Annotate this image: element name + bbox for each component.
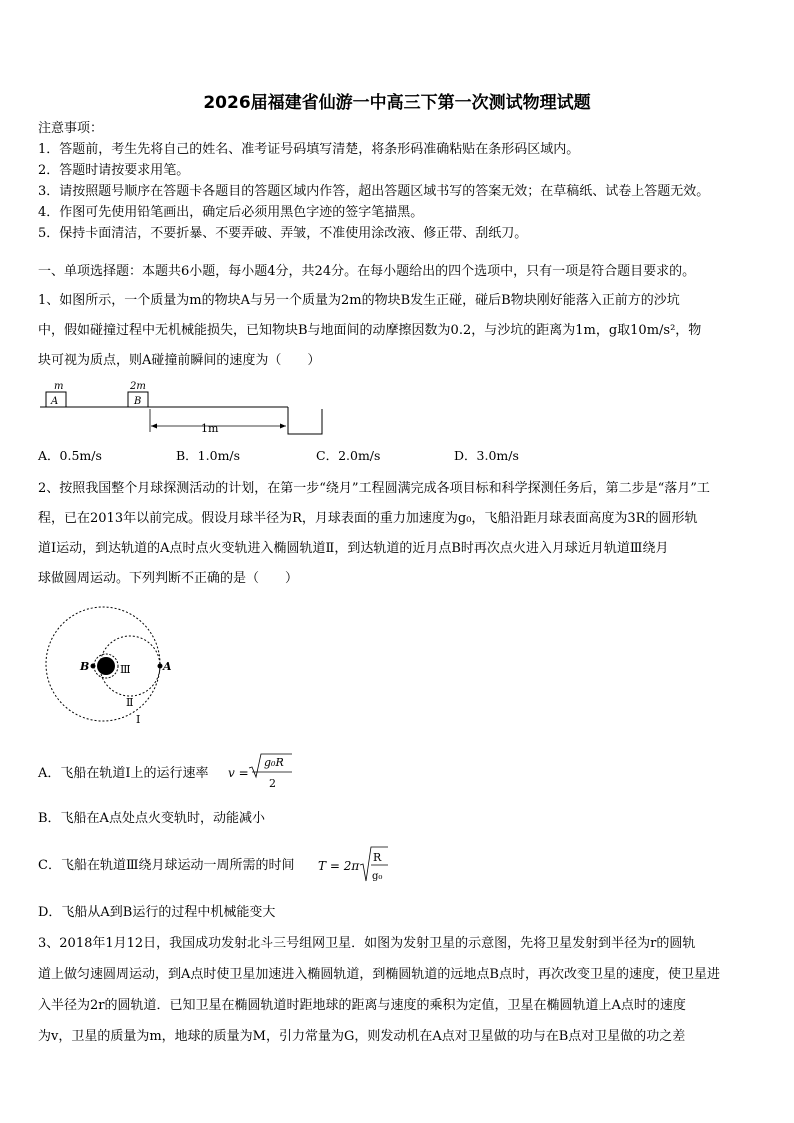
q2-text-line: 程，已在2013年以前完成。假设月球半径为R，月球表面的重力加速度为g₀，飞船沿距月球表面高度为3R的圆形轨 [38, 511, 698, 526]
formula-denominator: g₀ [372, 871, 383, 882]
q2-option-c[interactable] [38, 857, 294, 875]
label-block-a: A [51, 396, 59, 407]
formula-lhs: v = [228, 766, 249, 780]
sand-pit [288, 407, 322, 434]
q1-option-a[interactable]: A．0.5m/s [38, 448, 102, 463]
q1-collision-diagram [38, 378, 338, 440]
formula-numerator: g₀R [264, 756, 284, 769]
notice-item: 4．作图可先使用铅笔画出，确定后必须用黑色字迹的签字笔描黑。 [38, 205, 424, 220]
q2-text-line: 道Ⅰ运动，到达轨道的A点时点火变轨进入椭圆轨道Ⅱ，到达轨道的近月点B时再次点火进入月球近月轨道Ⅲ绕月 [38, 541, 669, 556]
notice-item: 2．答题时请按要求用笔。 [38, 163, 190, 178]
q1-option-b[interactable]: B．1.0m/s [176, 448, 241, 463]
notice-item: 5．保持卡面清洁，不要折暴、不要弄破、弄皱，不准使用涂改液、修正带、刮纸刀。 [38, 226, 528, 241]
arrowhead-left [151, 424, 157, 429]
q3-text-line: 道上做匀速圆周运动，到A点时使卫星加速进入椭圆轨道，到椭圆轨道的远地点B点时，再次改变卫星的速度，使卫星进 [38, 967, 720, 982]
label-mass-2m: 2m [130, 381, 146, 392]
q3-text-line: 入半径为2r的圆轨道．已知卫星在椭圆轨道时距地球的距离与速度的乘积为定值，卫星在椭圆轨道上A点时的速度 [38, 998, 686, 1013]
label-orbit-one: Ⅰ [136, 713, 141, 726]
label-mass-m: m [54, 381, 64, 392]
label-point-a: A [163, 660, 172, 673]
label-orbit-three: Ⅲ [120, 663, 131, 676]
distance-label: 1m [201, 422, 219, 435]
q2-option-a-formula [228, 750, 298, 792]
label-point-b: B [80, 660, 90, 673]
section-heading: 一、单项选择题：本题共6小题，每小题4分，共24分。在每小题给出的四个选项中，只有一项是符合题目要求的。 [38, 264, 696, 279]
formula-denominator: 2 [269, 777, 276, 790]
q1-text-line: 1、如图所示，一个质量为m的物块A与另一个质量为2m的物块B发生正碰，碰后B物块刚好能落入正前方的沙坑 [38, 293, 680, 308]
q2-option-c-formula [318, 843, 398, 887]
notice-heading: 注意事项： [38, 121, 104, 136]
q2-option-a-text: A．飞船在轨道Ⅰ上的运行速率 [38, 766, 209, 781]
point-b [91, 664, 96, 669]
q1-text-line: 中，假如碰撞过程中无机械能损失，已知物块B与地面间的动摩擦因数为0.2，与沙坑的距离为1m，g取10m/s²，物 [38, 323, 702, 338]
q1-options [38, 446, 519, 464]
q2-option-a[interactable] [38, 765, 209, 783]
moon [97, 657, 115, 675]
q3-text-line: 3、2018年1月12日，我国成功发射北斗三号组网卫星．如图为发射卫星的示意图，先将卫星发射到半径为r的圆轨 [38, 936, 696, 951]
q3-text-line: 为v，卫星的质量为m，地球的质量为M，引力常量为G，则发动机在A点对卫星做的功与在B点对卫星做的功之差 [38, 1029, 686, 1044]
page-title: 2026届福建省仙游一中高三下第一次测试物理试题 [203, 93, 591, 113]
q2-option-d[interactable]: D．飞船从A到B运行的过程中机械能变大 [38, 905, 276, 920]
q1-option-d[interactable]: D．3.0m/s [454, 448, 519, 463]
q2-text-line: 球做圆周运动。下列判断不正确的是（ ） [38, 571, 299, 586]
notice-item: 3．请按照题号顺序在答题卡各题目的答题区域内作答，超出答题区域书写的答案无效；在草稿纸、试卷上答题无效。 [38, 184, 710, 199]
label-orbit-two: Ⅱ [126, 696, 134, 709]
q1-option-c[interactable]: C．2.0m/s [316, 448, 381, 463]
formula-numerator: R [373, 851, 382, 864]
q2-option-c-text: C．飞船在轨道Ⅲ绕月球运动一周所需的时间 [38, 858, 295, 873]
q2-orbit-diagram [38, 602, 178, 732]
notice-item: 1．答题前，考生先将自己的姓名、准考证号码填写清楚，将条形码准确粘贴在条形码区域内。 [38, 142, 580, 157]
point-a [158, 664, 163, 669]
q1-text-line: 块可视为质点，则A碰撞前瞬间的速度为（ ） [38, 353, 321, 368]
arrowhead-right [280, 424, 286, 429]
q2-option-b[interactable]: B．飞船在A点处点火变轨时，动能减小 [38, 811, 265, 826]
label-block-b: B [134, 396, 142, 407]
formula-lhs: T = 2π [318, 859, 360, 873]
q2-text-line: 2、按照我国整个月球探测活动的计划，在第一步“绕月”工程圆满完成各项目标和科学探测任务后，第二步是“落月”工 [38, 481, 710, 496]
